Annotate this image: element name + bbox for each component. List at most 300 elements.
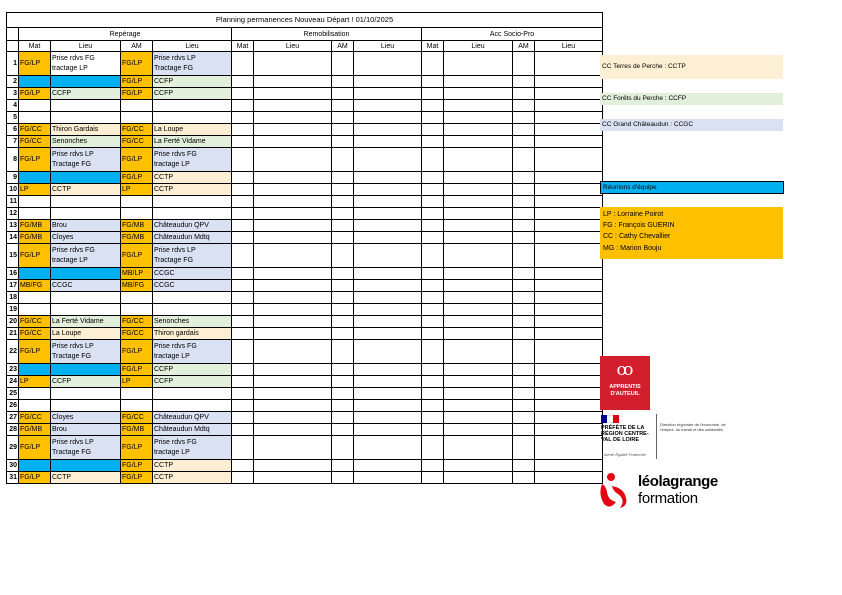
day-number-text: 27: [9, 414, 17, 421]
lieu-am-cell-text: tractage LP: [154, 352, 190, 360]
empty-cell: [332, 100, 354, 112]
mat-cell: [19, 460, 51, 472]
empty-cell: [444, 376, 513, 388]
empty-cell: [422, 292, 444, 304]
table-row: [7, 136, 603, 148]
empty-cell: [535, 208, 603, 220]
empty-cell: [513, 424, 535, 436]
empty-cell: [332, 424, 354, 436]
empty-cell: [513, 460, 535, 472]
empty-cell: [535, 88, 603, 100]
empty-cell: [513, 316, 535, 328]
empty-cell: [254, 184, 332, 196]
col-header-am: AM: [513, 41, 535, 52]
empty-cell: [513, 172, 535, 184]
empty-cell: [444, 136, 513, 148]
empty-cell: [232, 268, 254, 280]
empty-cell: [254, 436, 332, 460]
empty-cell: [444, 244, 513, 268]
empty-cell: [232, 220, 254, 232]
table-row: [7, 292, 603, 304]
mat-cell: [19, 100, 51, 112]
day-number-text: 30: [9, 462, 17, 469]
am-cell: [121, 364, 153, 376]
day-number-text: 23: [9, 366, 17, 373]
lieu-am-cell-text: Châteaudun Mdtq: [154, 426, 210, 433]
empty-cell: [444, 112, 513, 124]
empty-cell: [444, 268, 513, 280]
day-number: [7, 124, 19, 136]
french-flag-icon: [601, 415, 619, 423]
empty-cell: [332, 472, 354, 484]
empty-cell: [332, 148, 354, 172]
table-row: [7, 208, 603, 220]
lieu-am-cell-text: Châteaudun Mdtq: [154, 234, 210, 241]
empty-cell: [422, 460, 444, 472]
lieu-am-cell: [153, 220, 232, 232]
empty-cell: [254, 148, 332, 172]
group-reperage: Repérage: [19, 28, 232, 41]
lieu-am-cell: [153, 340, 232, 364]
am-cell-text: FG/MB: [122, 234, 145, 241]
mat-cell-text: MB/FG: [20, 282, 43, 289]
am-cell-text: FG/CC: [122, 414, 144, 421]
am-cell: [121, 304, 153, 316]
lieu-am-cell: [153, 412, 232, 424]
empty-cell: [254, 244, 332, 268]
day-number: [7, 184, 19, 196]
empty-cell: [444, 340, 513, 364]
lieu-mat-cell: [51, 52, 121, 76]
day-number-text: 2: [13, 78, 17, 85]
lieu-am-cell-text: Senonches: [154, 318, 190, 325]
am-cell-text: LP: [122, 186, 131, 193]
lieu-mat-cell: [51, 76, 121, 88]
empty-cell: [422, 88, 444, 100]
empty-cell: [354, 100, 422, 112]
staff-item: CC : Cathy Chevallier: [603, 233, 671, 241]
am-cell: [121, 232, 153, 244]
am-cell-text: FG/CC: [122, 126, 144, 133]
empty-cell: [422, 76, 444, 88]
mat-cell: [19, 328, 51, 340]
lieu-mat-cell: [51, 316, 121, 328]
table-row: [7, 220, 603, 232]
empty-cell: [444, 328, 513, 340]
am-cell: [121, 148, 153, 172]
lieu-mat-cell: [51, 376, 121, 388]
mat-cell-text: FG/CC: [20, 414, 42, 421]
day-number-text: 24: [9, 378, 17, 385]
empty-cell: [422, 472, 444, 484]
day-number-text: 16: [9, 270, 17, 277]
day-number-text: 1: [13, 60, 17, 67]
prefet-logo: [600, 414, 730, 462]
am-cell-text: FG/CC: [122, 330, 144, 337]
lieu-am-cell: [153, 376, 232, 388]
am-cell-text: FG/LP: [122, 462, 143, 469]
am-cell-text: FG/LP: [122, 348, 143, 355]
empty-cell: [232, 208, 254, 220]
empty-cell: [535, 388, 603, 400]
table-row: [7, 280, 603, 292]
empty-cell: [232, 460, 254, 472]
lieu-mat-cell: [51, 292, 121, 304]
empty-cell: [535, 472, 603, 484]
mat-cell: [19, 244, 51, 268]
mat-cell: [19, 220, 51, 232]
mat-cell: [19, 424, 51, 436]
empty-cell: [354, 136, 422, 148]
mat-cell-text: FG/LP: [20, 252, 41, 259]
lieu-mat-cell-text: CCFP: [52, 378, 72, 385]
empty-cell: [422, 412, 444, 424]
lieu-am-cell-text: Tractage FG: [154, 256, 194, 264]
lieu-am-cell: [153, 52, 232, 76]
empty-cell: [332, 196, 354, 208]
empty-cell: [354, 268, 422, 280]
empty-cell: [513, 52, 535, 76]
empty-cell: [254, 292, 332, 304]
empty-cell: [254, 376, 332, 388]
table-row: [7, 460, 603, 472]
mat-cell-text: FG/LP: [20, 156, 41, 163]
empty-cell: [332, 232, 354, 244]
day-number-text: 26: [9, 402, 17, 409]
empty-cell: [232, 340, 254, 364]
empty-cell: [422, 148, 444, 172]
staff-item: LP : Lorraine Poirot: [603, 211, 664, 218]
am-cell-text: FG/LP: [122, 78, 143, 85]
empty-cell: [332, 388, 354, 400]
lieu-am-cell-text: Prise rdvs FG: [154, 343, 197, 351]
empty-cell: [513, 112, 535, 124]
empty-cell: [444, 412, 513, 424]
empty-cell: [422, 112, 444, 124]
empty-cell: [513, 100, 535, 112]
empty-cell: [232, 316, 254, 328]
empty-cell: [232, 100, 254, 112]
empty-cell: [354, 148, 422, 172]
empty-cell: [232, 88, 254, 100]
lieu-am-cell-text: Prise rdvs LP: [154, 247, 196, 255]
empty-cell: [354, 112, 422, 124]
mat-cell: [19, 184, 51, 196]
empty-cell: [254, 76, 332, 88]
prefet-motto: Liberté Égalité Fraternité: [602, 452, 646, 457]
empty-cell: [332, 52, 354, 76]
mat-cell: [19, 412, 51, 424]
empty-cell: [254, 232, 332, 244]
empty-cell: [444, 316, 513, 328]
day-number: [7, 172, 19, 184]
am-cell: [121, 328, 153, 340]
day-number-text: 20: [9, 318, 17, 325]
mat-cell: [19, 172, 51, 184]
empty-cell: [535, 100, 603, 112]
am-cell-text: FG/LP: [122, 174, 143, 181]
am-cell: [121, 196, 153, 208]
empty-cell: [535, 412, 603, 424]
mat-cell: [19, 292, 51, 304]
lieu-am-cell: [153, 172, 232, 184]
day-number: [7, 316, 19, 328]
table-row: [7, 112, 603, 124]
lieu-mat-cell-text: CCTP: [52, 186, 72, 193]
mat-cell: [19, 304, 51, 316]
empty-cell: [332, 340, 354, 364]
empty-cell: [535, 112, 603, 124]
empty-cell: [332, 436, 354, 460]
am-cell-text: FG/CC: [122, 318, 144, 325]
table-row: [7, 364, 603, 376]
empty-cell: [513, 292, 535, 304]
empty-cell: [332, 400, 354, 412]
am-cell: [121, 388, 153, 400]
empty-cell: [332, 112, 354, 124]
day-number: [7, 196, 19, 208]
empty-cell: [254, 52, 332, 76]
empty-cell: [513, 220, 535, 232]
empty-cell: [254, 172, 332, 184]
prefet-divider: [656, 414, 657, 459]
empty-cell: [513, 268, 535, 280]
lieu-am-cell: [153, 196, 232, 208]
empty-cell: [354, 460, 422, 472]
legend-ccfp: CC Forêts du Perche : CCFP: [600, 93, 783, 105]
empty-cell: [254, 328, 332, 340]
empty-cell: [422, 196, 444, 208]
empty-cell: [354, 424, 422, 436]
empty-cell: [354, 340, 422, 364]
am-cell: [121, 460, 153, 472]
am-cell-text: FG/LP: [122, 366, 143, 373]
empty-cell: [444, 208, 513, 220]
lieu-mat-cell: [51, 460, 121, 472]
am-cell: [121, 316, 153, 328]
am-cell: [121, 52, 153, 76]
empty-cell: [332, 292, 354, 304]
lieu-am-cell-text: Tractage FG: [154, 64, 194, 72]
empty-cell: [354, 220, 422, 232]
day-number-text: 12: [9, 210, 17, 217]
table-row: [7, 244, 603, 268]
lieu-mat-cell-text: CCGC: [52, 282, 73, 289]
table-row: [7, 400, 603, 412]
empty-cell: [332, 304, 354, 316]
table-row: [7, 376, 603, 388]
empty-cell: [513, 376, 535, 388]
empty-cell: [535, 460, 603, 472]
empty-cell: [254, 412, 332, 424]
empty-cell: [535, 52, 603, 76]
col-header-lieu: Lieu: [254, 41, 332, 52]
mat-cell: [19, 196, 51, 208]
am-cell-text: FG/LP: [122, 156, 143, 163]
lieu-mat-cell-text: Tractage FG: [52, 160, 92, 168]
legend-ccgc: CC Grand Châteaudun : CCGC: [600, 119, 783, 131]
am-cell: [121, 220, 153, 232]
lieu-am-cell-text: CCGC: [154, 282, 175, 289]
empty-cell: [354, 316, 422, 328]
empty-cell: [332, 280, 354, 292]
day-number-text: 6: [13, 126, 17, 133]
empty-cell: [332, 76, 354, 88]
col-header-am: AM: [121, 41, 153, 52]
day-number-text: 19: [9, 306, 17, 313]
mat-cell: [19, 400, 51, 412]
col-header-mat: Mat: [19, 41, 51, 52]
empty-cell: [444, 172, 513, 184]
mat-cell-text: FG/LP: [20, 348, 41, 355]
lieu-mat-cell-text: La Ferté Vidame: [52, 318, 104, 325]
am-cell: [121, 376, 153, 388]
lieu-am-cell: [153, 436, 232, 460]
day-number: [7, 244, 19, 268]
am-cell: [121, 400, 153, 412]
lieu-am-cell-text: Châteaudun QPV: [154, 414, 209, 421]
empty-cell: [535, 244, 603, 268]
empty-cell: [254, 208, 332, 220]
empty-cell: [232, 112, 254, 124]
empty-cell: [444, 148, 513, 172]
lieu-am-cell: [153, 124, 232, 136]
empty-cell: [254, 316, 332, 328]
lieu-mat-cell: [51, 124, 121, 136]
empty-cell: [422, 328, 444, 340]
day-number-text: 18: [9, 294, 17, 301]
empty-cell: [254, 136, 332, 148]
empty-cell: [513, 124, 535, 136]
empty-cell: [535, 316, 603, 328]
empty-cell: [422, 136, 444, 148]
lieu-am-cell-text: Prise rdvs FG: [154, 439, 197, 447]
lieu-mat-cell: [51, 184, 121, 196]
am-cell: [121, 424, 153, 436]
lieu-am-cell-text: CCFP: [154, 366, 174, 373]
empty-cell: [535, 436, 603, 460]
empty-cell: [444, 424, 513, 436]
mat-cell-text: FG/MB: [20, 426, 43, 433]
empty-cell: [422, 424, 444, 436]
empty-cell: [354, 172, 422, 184]
empty-cell: [513, 208, 535, 220]
lieu-mat-cell-text: Prise rdvs LP: [52, 343, 94, 351]
table-row: [7, 316, 603, 328]
day-number-text: 10: [9, 186, 17, 193]
empty-cell: [332, 208, 354, 220]
empty-cell: [444, 100, 513, 112]
lieu-am-cell: [153, 328, 232, 340]
lieu-am-cell: [153, 88, 232, 100]
lieu-mat-cell-text: La Loupe: [52, 330, 82, 337]
leo-formation-text: formation: [638, 490, 698, 507]
empty-cell: [444, 52, 513, 76]
table-row: [7, 184, 603, 196]
empty-cell: [444, 304, 513, 316]
empty-cell: [254, 124, 332, 136]
empty-cell: [354, 436, 422, 460]
empty-cell: [535, 220, 603, 232]
day-number: [7, 76, 19, 88]
empty-cell: [354, 280, 422, 292]
lieu-mat-cell: [51, 304, 121, 316]
lieu-mat-cell: [51, 472, 121, 484]
empty-cell: [254, 304, 332, 316]
empty-cell: [332, 376, 354, 388]
lieu-mat-cell-text: Brou: [52, 426, 67, 433]
empty-cell: [513, 76, 535, 88]
mat-cell-text: FG/CC: [20, 126, 42, 133]
empty-cell: [332, 268, 354, 280]
day-number: [7, 232, 19, 244]
lieu-mat-cell-text: Prise rdvs FG: [52, 247, 95, 255]
empty-cell: [535, 304, 603, 316]
day-number: [7, 292, 19, 304]
lieu-am-cell: [153, 184, 232, 196]
staff-item: FG : François GUERIN: [603, 222, 675, 230]
lieu-am-cell-text: La Ferté Vidame: [154, 138, 206, 145]
empty-cell: [513, 388, 535, 400]
am-cell: [121, 244, 153, 268]
empty-cell: [232, 196, 254, 208]
corner-cell: [7, 28, 19, 41]
lieu-mat-cell: [51, 112, 121, 124]
empty-cell: [354, 364, 422, 376]
day-number-text: 4: [13, 102, 17, 109]
day-number: [7, 364, 19, 376]
table-row: [7, 88, 603, 100]
table-row: [7, 52, 603, 76]
day-number: [7, 376, 19, 388]
empty-cell: [254, 460, 332, 472]
am-cell-text: FG/MB: [122, 426, 145, 433]
lieu-am-cell-text: CCFP: [154, 378, 174, 385]
am-cell-text: MB/FG: [122, 282, 145, 289]
day-number-text: 28: [9, 426, 17, 433]
empty-cell: [354, 244, 422, 268]
table-row: [7, 328, 603, 340]
auteuil-mark-icon: ꝏ: [616, 360, 634, 380]
mat-cell-text: LP: [20, 378, 29, 385]
col-header-lieu: Lieu: [535, 41, 603, 52]
col-header-mat: Mat: [422, 41, 444, 52]
empty-cell: [232, 148, 254, 172]
day-number: [7, 208, 19, 220]
empty-cell: [332, 460, 354, 472]
lieu-am-cell-text: CCTP: [154, 462, 174, 469]
empty-cell: [422, 388, 444, 400]
am-cell: [121, 184, 153, 196]
empty-cell: [444, 184, 513, 196]
lieu-am-cell: [153, 460, 232, 472]
leo-lagrange-icon: [598, 470, 636, 510]
lieu-am-cell: [153, 304, 232, 316]
am-cell-text: FG/LP: [122, 474, 143, 481]
day-number: [7, 220, 19, 232]
mat-cell: [19, 388, 51, 400]
am-cell: [121, 472, 153, 484]
planning-table: [6, 12, 603, 484]
empty-cell: [513, 304, 535, 316]
table-row: [7, 268, 603, 280]
empty-cell: [513, 88, 535, 100]
lieu-mat-cell: [51, 136, 121, 148]
lieu-am-cell: [153, 232, 232, 244]
lieu-am-cell-text: CCFP: [154, 78, 174, 85]
col-header-am: AM: [332, 41, 354, 52]
empty-cell: [232, 136, 254, 148]
